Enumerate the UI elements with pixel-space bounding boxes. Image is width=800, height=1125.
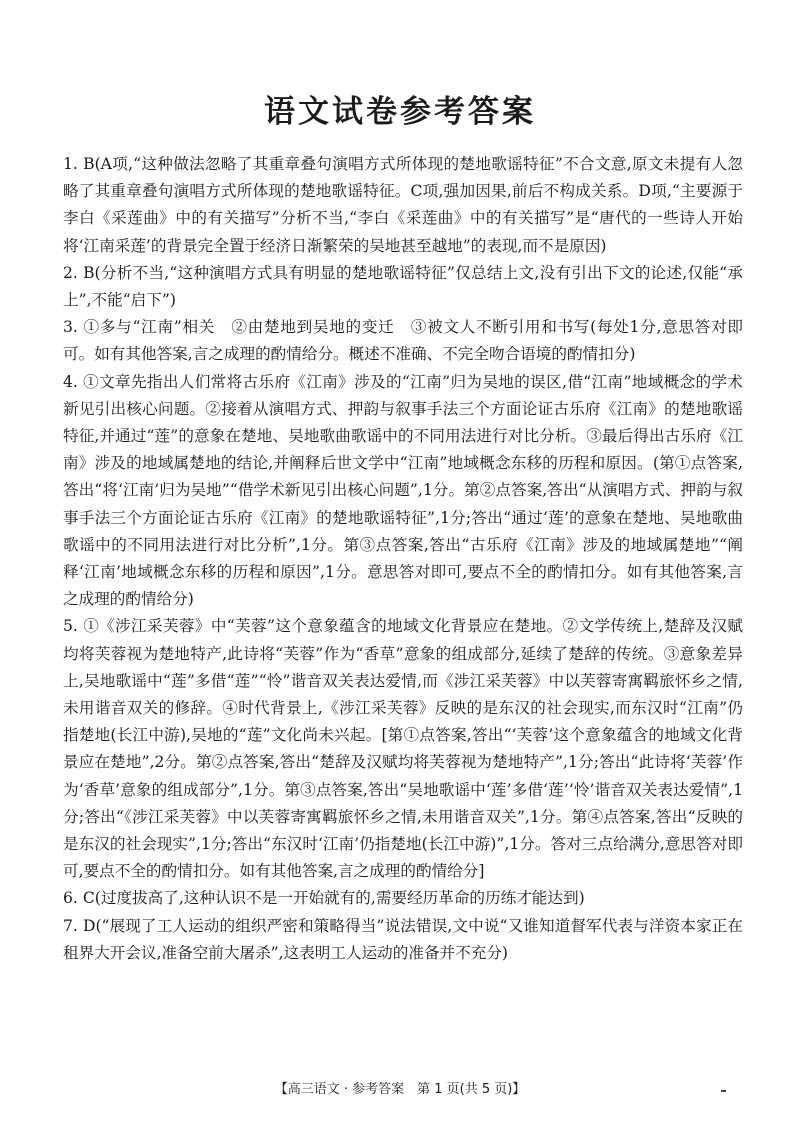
answer-list xyxy=(63,151,743,967)
page-title: 语文试卷参考答案 xyxy=(264,94,536,130)
answer-item-4: 4. ①文章先指出人们常将古乐府《江南》涉及的“江南”归为吴地的误区,借“江南”地域概念的学术新见引出核心问题。②接着从演唱方式、押韵与叙事手法三个方面论证古乐府《江南》的楚地歌谣特征,并通过“莲”的意象在楚地、吴地歌曲歌谣中的不同用法进行对比分析。③最后得出古乐府《江南》涉及的地域属楚地的结论,并阐释后世文学中“江南”地域概念东移的历程和原因。(第①点答案,答出“将‘江南’归为吴地”“借学术新见引出核心问题”,1分。第②点答案,答出“从演唱方式、押韵与叙事手法三个方面论证古乐府《江南》的楚地歌谣特征”,1分;答出“通过‘莲’的意象在楚地、吴地歌曲歌谣中的不同用法进行对比分析”,1分。第③点答案,答出“古乐府《江南》涉及的地域属楚地”“阐释‘江南’地域概念东移的历程和原因”,1分。意思答对即可,要点不全的酌情扣分。如有其他答案,言之成理的酌情给分) xyxy=(63,372,743,609)
page-footer: 【高三语文 · 参考答案 第 1 页(共 5 页)】 xyxy=(274,1082,526,1097)
answer-item-6: 6. C(过度拔高了,这种认识不是一开始就有的,需要经历革命的历练才能达到) xyxy=(63,889,585,908)
scan-mark xyxy=(721,1090,726,1092)
answer-item-3: 3. ①多与“江南”相关 ②由楚地到吴地的变迁 ③被文人不断引用和书写(每处1分,意思答对即可。如有其他答案,言之成理的酌情给分。概述不准确、不完全吻合语境的酌情扣分) xyxy=(63,318,743,364)
answer-item-5: 5. ①《涉江采芙蓉》中“芙蓉”这个意象蕴含的地域文化背景应在楚地。②文学传统上,楚辞及汉赋均将芙蓉视为楚地特产,此诗将“芙蓉”作为“香草”意象的组成部分,延续了楚辞的传统。③意象差异上,吴地歌谣中“莲”多借“莲”“怜”谐音双关表达爱情,而《涉江采芙蓉》中以芙蓉寄寓羁旅怀乡之情,未用谐音双关的修辞。④时代背景上,《涉江采芙蓉》反映的是东汉的社会现实,而东汉时“江南”仍指楚地(长江中游),吴地的“莲”文化尚未兴起。[第①点答案,答出“‘芙蓉’这个意象蕴含的地域文化背景应在楚地”,2分。第②点答案,答出“楚辞及汉赋均将芙蓉视为楚地特产”,1分;答出“此诗将‘芙蓉’作为‘香草’意象的组成部分”,1分。第③点答案,答出“吴地歌谣中‘莲’多借‘莲’‘怜’谐音双关表达爱情”,1分;答出“《涉江采芙蓉》中以芙蓉寄寓羁旅怀乡之情,未用谐音双关”,1分。第④点答案,答出“反映的是东汉的社会现实”,1分;答出“东汉时‘江南’仍指楚地(长江中游)”,1分。答对三点给满分,意思答对即可,要点不全的酌情扣分。如有其他答案,言之成理的酌情给分] xyxy=(63,617,743,881)
answer-item-7: 7. D(“展现了工人运动的组织严密和策略得当”说法错误,文中说“又谁知道督军代表与洋资本家正在租界大开会议,准备空前大屠杀”,这表明工人运动的准备并不充分) xyxy=(63,916,743,962)
answer-item-2: 2. B(分析不当,“这种演唱方式具有明显的楚地歌谣特征”仅总结上文,没有引出下文的论述,仅能“承上”,不能“启下”) xyxy=(63,263,743,310)
answer-item-1: 1. B(A项,“这种做法忽略了其重章叠句演唱方式所体现的楚地歌谣特征”不合文意,原文未提有人忽略了其重章叠句演唱方式所体现的楚地歌谣特征。C项,强加因果,前后不构成关系。D项,“主要源于李白《采莲曲》中的有关描写”分析不当,“李白《采莲曲》中的有关描写”是“唐代的一些诗人开始将‘江南采莲’的背景完全置于经济日渐繁荣的吴地甚至越地”的表现,而不是原因) xyxy=(63,155,743,255)
